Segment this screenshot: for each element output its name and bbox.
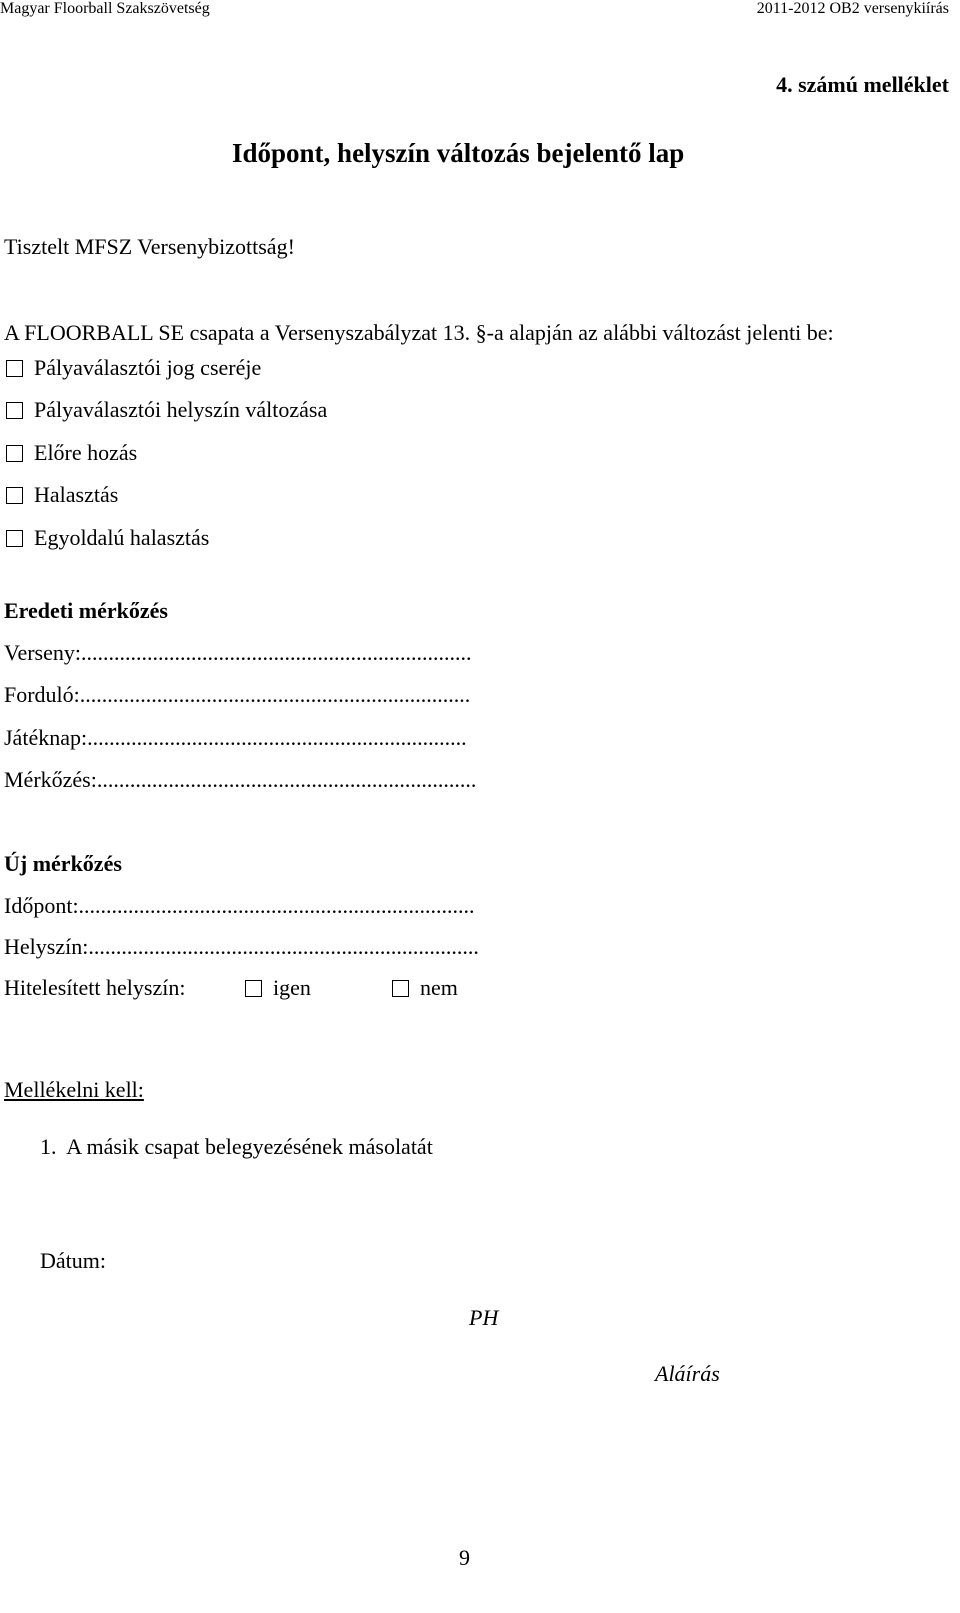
- field-venue[interactable]: Helyszín:.......................................................................: [4, 934, 479, 959]
- field-competition[interactable]: Verseny:.......................................................................: [4, 640, 472, 665]
- intro-text: A FLOORBALL SE csapata a Versenyszabályzat 13. §-a alapján az alábbi változást jelenti be:: [4, 320, 834, 345]
- option-label: Egyoldalú halasztás: [34, 525, 210, 550]
- checkbox-no[interactable]: [392, 980, 409, 997]
- checkbox-unilateral-postpone[interactable]: [6, 530, 23, 547]
- option-row-postpone: [4, 482, 118, 508]
- option-label: Halasztás: [34, 482, 119, 507]
- authenticated-venue-label: Hitelesített helyszín:: [4, 975, 186, 1000]
- attachment-item: 1. A másik csapat belegyezésének másolatát: [40, 1134, 433, 1159]
- date-label: Dátum:: [40, 1248, 106, 1273]
- option-yes: [243, 975, 311, 1001]
- page-number: 9: [459, 1545, 470, 1570]
- checkbox-yes[interactable]: [245, 980, 262, 997]
- header-season: 2011-2012 OB2 versenykiírás: [756, 0, 949, 17]
- option-row-field-swap: [4, 355, 261, 381]
- option-no-label: nem: [420, 975, 458, 1000]
- checkbox-postpone[interactable]: [6, 487, 23, 504]
- option-row-unilateral-postpone: [4, 525, 209, 551]
- annex-label: 4. számú melléklet: [776, 72, 949, 97]
- field-round[interactable]: Forduló:.......................................................................: [4, 682, 471, 707]
- stamp-label: PH: [469, 1305, 499, 1330]
- option-label: Pályaválasztói jog cseréje: [34, 355, 262, 380]
- option-row-venue-change: [4, 397, 327, 423]
- checkbox-venue-change[interactable]: [6, 402, 23, 419]
- field-match[interactable]: Mérkőzés:.....................................................................: [4, 767, 477, 792]
- salutation: Tisztelt MFSZ Versenybizottság!: [4, 234, 295, 259]
- attachments-heading: Mellékelni kell:: [4, 1077, 144, 1102]
- option-yes-label: igen: [273, 975, 311, 1000]
- checkbox-bring-forward[interactable]: [6, 445, 23, 462]
- original-match-heading: Eredeti mérkőzés: [4, 598, 168, 623]
- page-title: Időpont, helyszín változás bejelentő lap: [232, 138, 685, 168]
- option-no: [390, 975, 458, 1001]
- option-label: Előre hozás: [34, 440, 138, 465]
- new-match-heading: Új mérkőzés: [4, 851, 122, 876]
- checkbox-field-swap[interactable]: [6, 360, 23, 377]
- option-row-bring-forward: [4, 440, 137, 466]
- header-organization: Magyar Floorball Szakszövetség: [0, 0, 210, 17]
- field-matchday[interactable]: Játéknap:.....................................................................: [4, 725, 467, 750]
- option-label: Pályaválasztói helyszín változása: [34, 397, 328, 422]
- field-time[interactable]: Időpont:........................................................................: [4, 893, 475, 918]
- signature-label: Aláírás: [655, 1361, 720, 1386]
